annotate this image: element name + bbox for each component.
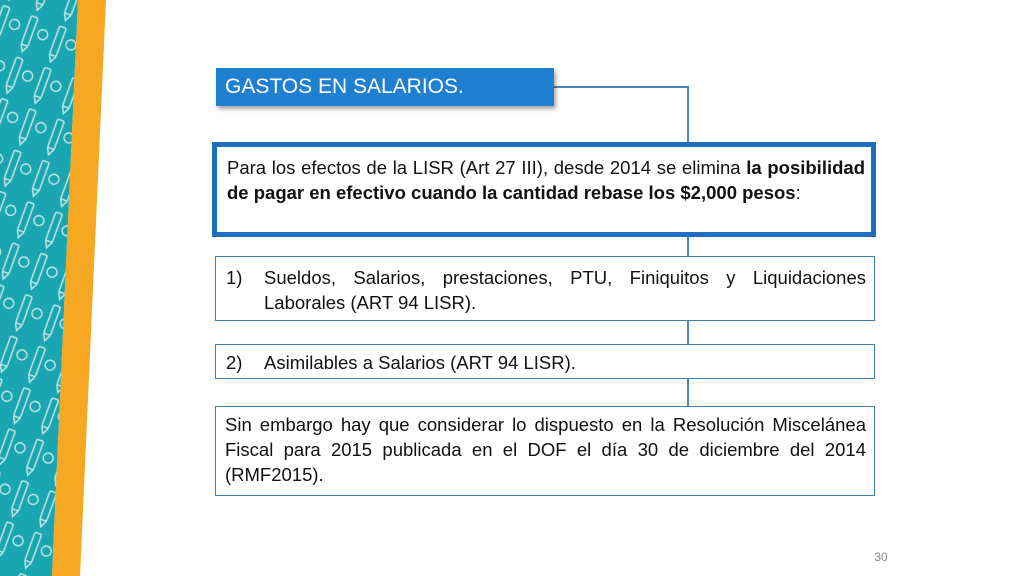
- item-number: 2): [226, 352, 243, 373]
- intro-text-end: :: [795, 182, 801, 203]
- item-text: Asimilables a Salarios (ART 94 LISR).: [264, 352, 576, 373]
- note-box: [215, 406, 875, 496]
- intro-box: [212, 142, 876, 237]
- slide-title-text: GASTOS EN SALARIOS.: [225, 75, 464, 98]
- list-item: [215, 344, 875, 379]
- intro-text-bold: la posibilidad de pagar en efectivo cuando la cantidad rebase los $2,000 pesos: [227, 157, 865, 203]
- note-text: Sin embargo hay que considerar lo dispuesto en la Resolución Miscelánea Fiscal para 2015 publicada en el DOF el día 30 de diciembre del 2014 (RMF2015).: [225, 414, 866, 485]
- connector-horizontal: [554, 86, 689, 88]
- slide-title: [216, 68, 554, 106]
- item-text: Sueldos, Salarios, prestaciones, PTU, Finiquitos y Liquidaciones Laborales (ART 94 LISR).: [264, 267, 866, 313]
- pencil-pattern-decoration: [0, 0, 110, 576]
- page-number: 30: [874, 550, 888, 564]
- intro-text-start: Para los efectos de la LISR (Art 27 III), desde 2014 se elimina: [227, 157, 747, 178]
- item-number: 1): [226, 267, 243, 288]
- list-item: [215, 256, 875, 321]
